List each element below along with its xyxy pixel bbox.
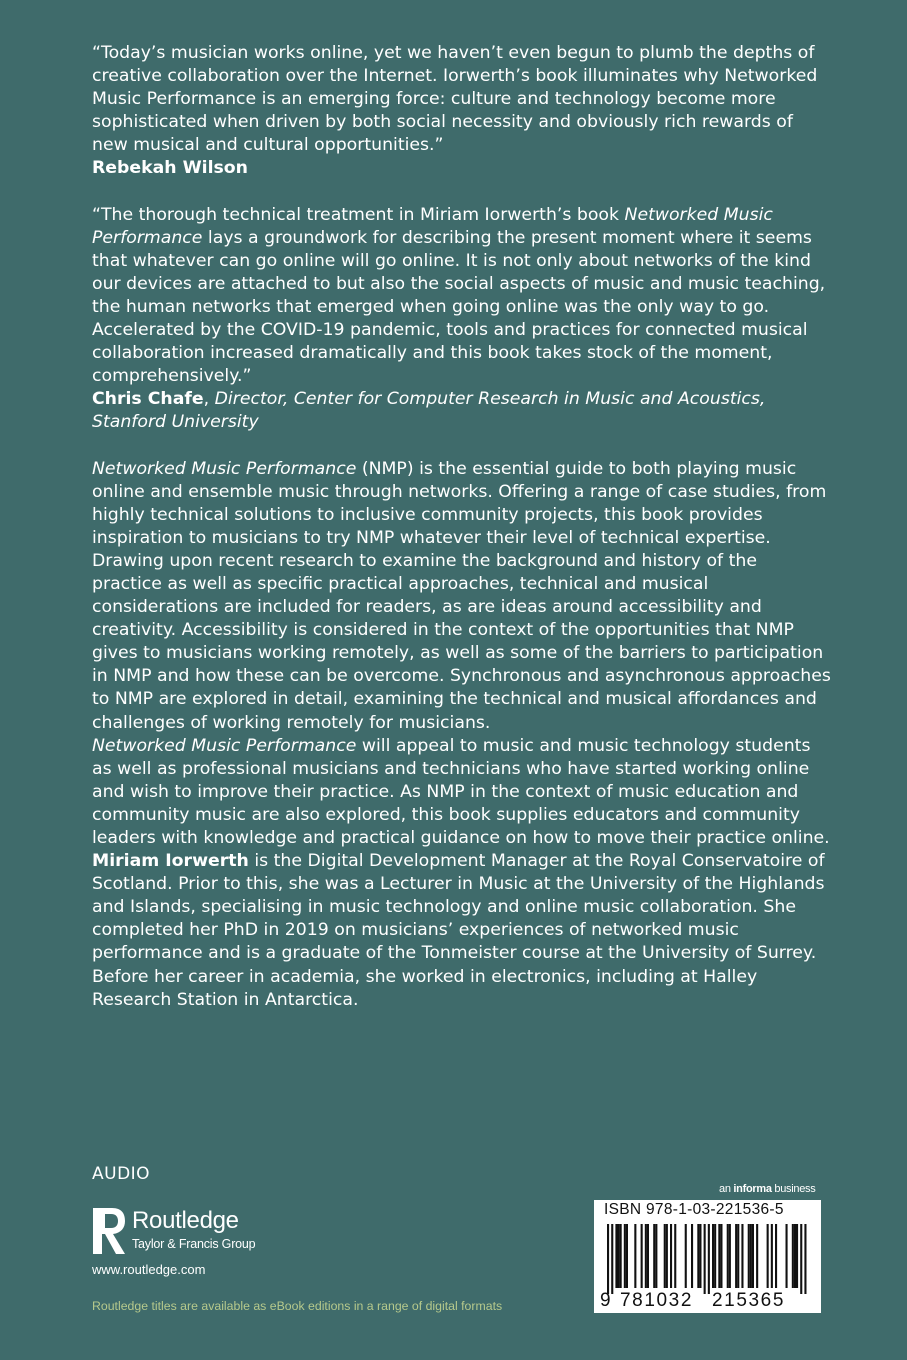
barcode-lead-digit: 9 xyxy=(600,1290,613,1311)
barcode-bar xyxy=(685,1224,687,1288)
barcode-bar xyxy=(735,1224,737,1288)
barcode-bar xyxy=(714,1224,716,1288)
isbn-barcode xyxy=(594,1200,821,1313)
quote-text: “The thorough technical treatment in Miriam Iorwerth’s book Networked Music Performance lays a groundwork for describing the present moment where it seems that whatever can go online will go online. It is not only about networks of the kind our devices are attached to but also the social aspects of music and music teaching, the human networks that emerged when going online was the only way to go. Accelerated by the COVID-19 pandemic, tools and practices for connected musical collaboration increased dramatically and this book takes stock of the moment, comprehensively.” xyxy=(92,204,826,387)
barcode-bar xyxy=(674,1224,676,1288)
barcode-bar xyxy=(729,1224,731,1288)
barcode-bar xyxy=(718,1224,720,1288)
routledge-r-icon xyxy=(92,1206,126,1256)
barcode-bar xyxy=(691,1224,693,1288)
barcode-bars xyxy=(607,1224,812,1294)
quote-author: Chris Chafe xyxy=(92,389,204,410)
barcode-bar xyxy=(697,1224,699,1288)
barcode-bar xyxy=(615,1224,617,1288)
ebook-note: Routledge titles are available as eBook editions in a range of digital formats xyxy=(92,1299,503,1313)
publisher-name: Routledge xyxy=(132,1207,239,1234)
blurb-paragraph-2: Drawing upon recent research to examine the background and history of the practice as well as specific practical approaches, technical and musical considerations are included for readers, as are ideas around accessibility and creativity. Accessibility is considered in the context of the opportunities that NMP gives to musicians working remotely, as well as some of the barriers to participation in NMP and how these can be overcome. Synchronous and asynchronous approaches to NMP are explored in detail, examining the technical and musical affordances and challenges of working remotely for musicians. xyxy=(92,550,831,733)
barcode-bar xyxy=(653,1224,655,1288)
barcode-bar xyxy=(647,1224,649,1288)
subject-category: AUDIO xyxy=(92,1164,151,1184)
barcode-bar xyxy=(618,1224,620,1288)
book-title: Networked Music Performance xyxy=(92,458,357,479)
barcode-bar xyxy=(664,1224,666,1288)
blurb-paragraph-1: Networked Music Performance (NMP) is the essential guide to both playing music online and ensemble music through networks. Offering a range of case studies, from highly technical solutions to inclusive community projects, this book provides inspiration to musicians to try NMP whatever their level of technical expertise. xyxy=(92,458,827,548)
barcode-bar xyxy=(655,1224,657,1288)
barcode-left-digits: 781032 xyxy=(620,1290,694,1311)
barcode-bar xyxy=(611,1224,613,1294)
barcode-bar xyxy=(720,1224,722,1288)
barcode-bar xyxy=(712,1224,714,1288)
quote-attribution: Chris Chafe, Director, Center for Computer Research in Music and Acoustics, Stanford University xyxy=(92,389,766,433)
quote-text: “Today’s musician works online, yet we haven’t even begun to plumb the depths of creative collaboration over the Internet. Iorwerth’s book illuminates why Networked Music Performance is an emerging force: culture and technology become more sophisticated when driven by both social necessity and obviously rich rewards of new musical and cultural opportunities.” xyxy=(92,43,818,156)
quote-author-title: Director, Center for Computer Research in Music and Acoustics, Stanford University xyxy=(92,389,766,433)
barcode-bar xyxy=(666,1224,668,1288)
routledge-logo xyxy=(92,1206,292,1258)
barcode-bar xyxy=(775,1224,777,1288)
publisher-url: www.routledge.com xyxy=(92,1262,206,1277)
quote-chris-chafe xyxy=(92,204,832,435)
barcode-bar xyxy=(792,1224,794,1288)
barcode-bar xyxy=(641,1224,643,1288)
barcode-bar xyxy=(645,1224,647,1288)
isbn-label: ISBN 978-1-03-221536-5 xyxy=(604,1201,784,1218)
barcode-bar xyxy=(796,1224,798,1288)
barcode-bar xyxy=(800,1224,802,1294)
barcode-bar xyxy=(634,1224,636,1288)
barcode-bar xyxy=(670,1224,672,1288)
barcode-bar xyxy=(748,1224,750,1288)
blurb-paragraph-3: Networked Music Performance will appeal to music and music technology students as well as professional musicians and technicians who have started working online and wish to improve their practice. As NMP in the context of music education and community music are also explored, this book supplies educators and community leaders with knowledge and practical guidance on how to move their practice online. xyxy=(92,735,830,848)
barcode-bar xyxy=(750,1224,752,1288)
barcode-right-digits: 215365 xyxy=(712,1290,786,1311)
publisher-group: Taylor & Francis Group xyxy=(132,1237,256,1251)
barcode-bar xyxy=(756,1224,758,1288)
barcode-bar xyxy=(704,1224,706,1294)
barcode-bar xyxy=(607,1224,609,1294)
barcode-bar xyxy=(727,1224,729,1288)
barcode-bar xyxy=(699,1224,701,1288)
barcode-bar xyxy=(624,1224,626,1288)
barcode-bar xyxy=(620,1224,622,1288)
author-bio: Miriam Iorwerth is the Digital Development Manager at the Royal Conservatoire of Scotland. Prior to this, she was a Lecturer in Music at the University of the Highlands and Islands, specialising in music technology and online music collaboration. She completed her PhD in 2019 on musicians’ experiences of networked music performance and is a graduate of the Tonmeister course at the University of Surrey. Before her career in academia, she worked in electronics, including at Halley Research Station in Antarctica. xyxy=(92,851,825,1010)
barcode-bar xyxy=(708,1224,710,1294)
barcode-bar xyxy=(786,1224,788,1288)
quote-rebekah-wilson xyxy=(92,42,832,181)
barcode-bar xyxy=(804,1224,806,1294)
author-name: Miriam Iorwerth xyxy=(92,851,249,872)
informa-business-label: an informa business xyxy=(719,1183,816,1195)
quote-author: Rebekah Wilson xyxy=(92,158,248,179)
back-cover-text xyxy=(92,42,832,1012)
barcode-bar xyxy=(737,1224,739,1288)
barcode-bar xyxy=(771,1224,773,1288)
barcode-bar xyxy=(767,1224,769,1288)
barcode-bar xyxy=(752,1224,754,1288)
book-title: Networked Music Performance xyxy=(92,735,357,756)
barcode-bar xyxy=(794,1224,796,1288)
barcode-bar xyxy=(741,1224,743,1288)
barcode-bar xyxy=(626,1224,628,1288)
book-title: Networked Music Performance xyxy=(92,204,773,248)
